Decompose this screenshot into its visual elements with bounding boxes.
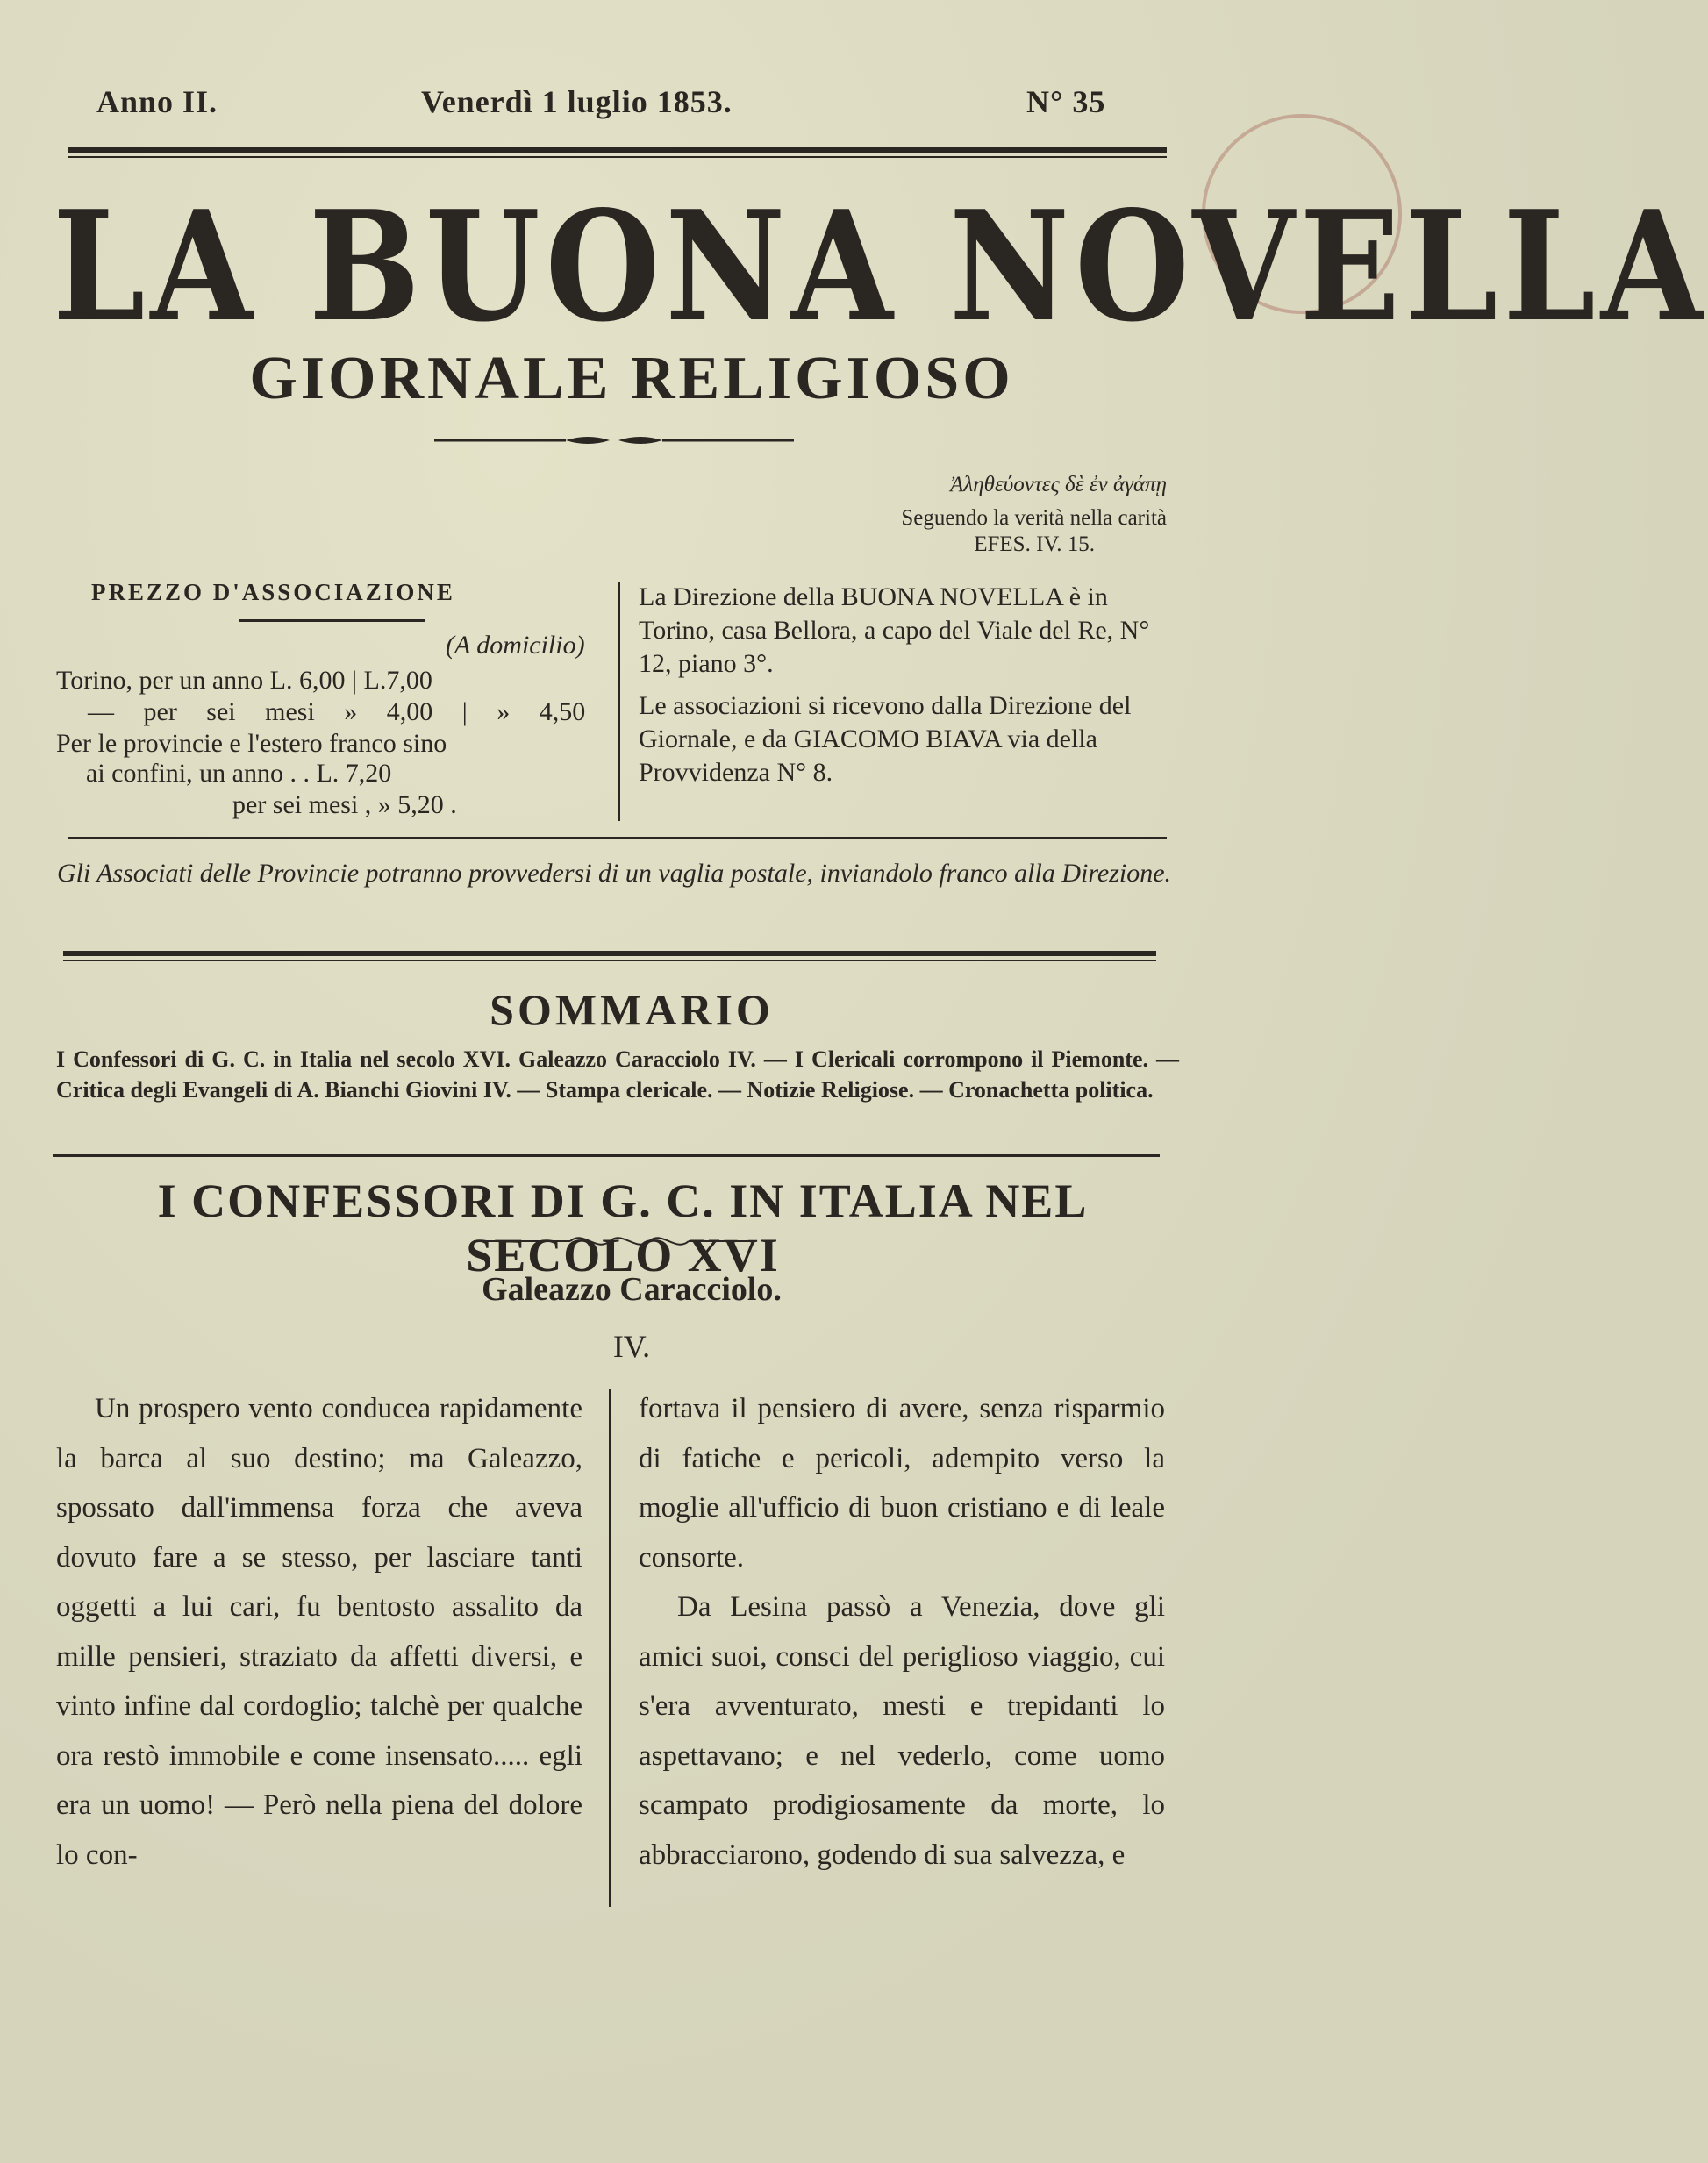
price-title: PREZZO D'ASSOCIAZIONE <box>91 579 455 605</box>
direction-block <box>639 581 1183 789</box>
ornament-flourish <box>474 1230 754 1253</box>
article-subtitle: Galeazzo Caracciolo. <box>482 1271 782 1308</box>
sommario-rule <box>63 951 1156 956</box>
motto-reference: EFES. IV. 15. <box>974 532 1095 556</box>
price-row: ai confini, un anno . . L. 7,20 <box>86 759 392 788</box>
motto-greek: Ἀληθεύοντες δὲ ἐν ἀγάπῃ <box>950 473 1167 496</box>
masthead-subtitle: GIORNALE RELIGIOSO <box>249 345 1014 412</box>
price-row: — per sei mesi » 4,00 | » 4,50 <box>88 697 586 726</box>
article-column-right <box>639 1384 1165 1880</box>
column-divider <box>609 1389 611 1907</box>
price-row: per sei mesi , » 5,20 . <box>232 790 457 819</box>
header-rule <box>68 147 1167 153</box>
price-domicilio: (A domicilio) <box>446 631 585 660</box>
subscription-notice: Gli Associati delle Provincie potranno provvedersi di un vaglia postale, inviandolo franco alla Direzione. <box>56 859 1172 888</box>
issue-date: Venerdì 1 luglio 1853. <box>421 84 733 119</box>
sommario-text: I Confessori di G. C. in Italia nel secolo XVI. Galeazzo Caracciolo IV. — I Clericali corrompono il Piemonte. — Critica degli Evangeli di A. Bianchi Giovini IV. — Stampa clericale. — Notizie Religiose. — Cronachetta politica. <box>56 1046 1179 1103</box>
direction-subscriptions: Le associazioni si ricevono dalla Direzione del Giornale, e da GIACOMO BIAVA via della Provvidenza N° 8. <box>639 691 1132 787</box>
article-paragraph: Da Lesina passò a Venezia, dove gli amici suoi, consci del periglioso viaggio, cui s'era avventurato, mesti e trepidanti lo aspettavano; e nel vederlo, come uomo scampato prodigiosamente da morte, lo abbracciarono, godendo di sua salvezza, e <box>639 1591 1165 1871</box>
article-rule <box>53 1154 1160 1157</box>
article-paragraph: fortava il pensiero di avere, senza risparmio di fatiche e pericoli, adempito verso la moglie all'ufficio di buon cristiano e di leale consorte. <box>639 1393 1165 1574</box>
box-divider <box>618 582 620 821</box>
issue-number: N° 35 <box>1026 84 1106 119</box>
sommario-title: SOMMARIO <box>490 985 774 1034</box>
issue-year: Anno II. <box>96 84 218 119</box>
article-part: IV. <box>612 1329 651 1364</box>
article-paragraph: Un prospero vento conducea rapidamente la barca al suo destino; ma Galeazzo, spossato dall'immensa forza che aveva dovuto fare a se stesso, per lasciare tanti oggetti a lui cari, fu bentosto assalito da mille pensieri, straziato da affetti diversi, e vinto infine dal cordoglio; talchè per qualche ora restò immobile e come insensato..... egli era un uomo! — Però nella piena del dolore lo con- <box>56 1393 582 1871</box>
price-row: Torino, per un anno L. 6,00 | L.7,00 <box>56 666 432 695</box>
article-title: I CONFESSORI DI G. C. IN ITALIA NEL SECOLO XVI <box>157 1174 1089 1281</box>
direction-address: La Direzione della BUONA NOVELLA è in Torino, casa Bellora, a capo del Viale del Re, N° 12, piano 3°. <box>639 582 1150 678</box>
motto-italian: Seguendo la verità nella carità <box>901 506 1167 530</box>
sommario-rule-thin <box>63 960 1156 961</box>
article-column-left <box>56 1384 582 1880</box>
notice-rule <box>68 837 1167 839</box>
price-row: Per le provincie e l'estero franco sino <box>56 729 447 758</box>
header-rule-thin <box>68 156 1167 158</box>
price-title-rule <box>239 619 425 622</box>
masthead-title: LA BUONA NOVELLA <box>53 178 1708 356</box>
ornament-divider <box>434 432 794 449</box>
